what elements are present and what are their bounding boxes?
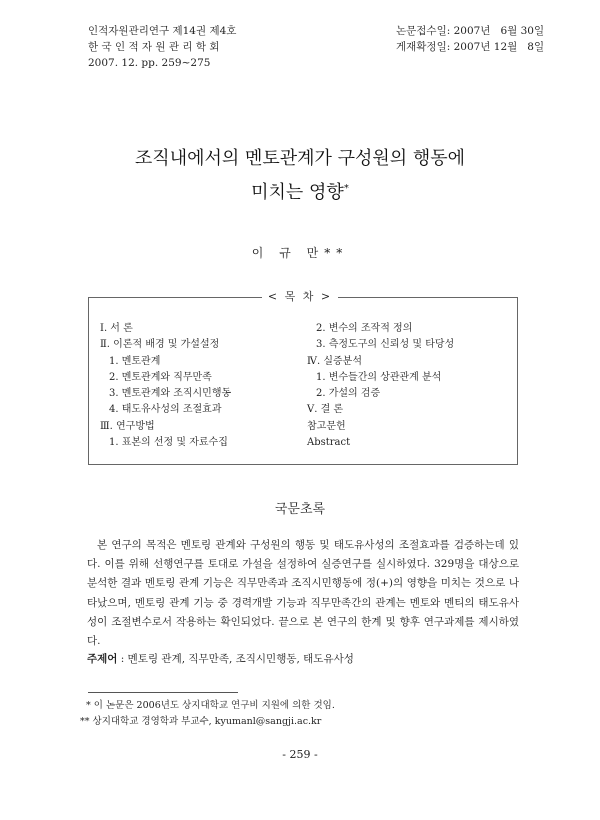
author-name: 이 규 만** [251,246,349,260]
toc-item: Ⅲ. 연구방법 [100,420,155,432]
abstract-body: 본 연구의 목적은 멘토링 관계와 구성원의 행동 및 태도유사성의 조절효과를 검증하는데 있다. 이를 위해 선행연구를 토대로 가설을 설정하여 실증연구를 실시하였다. 329명을 대상으로 분석한 결과 멘토링 관계 기능은 직무만족과 조직시민행동에 정(+)의 영향을 미치는 것으로 나타났으며, 멘토링 관계 기능 중 경력개발 기능과 직무만족간의 관계는 멘토와 멘티의 태도유사성이 조절변수로서 작용하는 확인되었다. 끝으로 본 연구의 한계 및 향후 연구과제를 제시하였다. [87,539,519,648]
footnotes [80,698,335,730]
issue-pages: 2007. 12. pp. 259∼275 [88,57,211,69]
toc-item: 1. 표본의 선정 및 자료수집 [109,437,228,449]
toc-heading [0,290,600,304]
toc-item: Ⅱ. 이론적 배경 및 가설설정 [100,339,220,351]
title-footnote-mark: * [343,183,349,194]
toc-left-column [100,321,231,451]
accepted-date: 게재확정일: 2007년 12월 8일 [396,41,545,53]
society-name: 한 국 인 적 자 원 관 리 학 회 [88,41,220,53]
page-number: - 259 - [282,748,318,761]
toc-item: 4. 태도유사성의 조절효과 [109,404,222,416]
toc-item: 참고문헌 [307,420,346,432]
title-line-1: 조직내에서의 멘토관계가 구성원의 행동에 [134,148,466,169]
keywords-label: 주제어 [87,653,118,665]
toc-item: 1. 멘토관계 [109,355,161,367]
paper-title [0,144,600,208]
toc-item: 1. 변수들간의 상관관계 분석 [316,371,442,383]
footnote-funding: * 이 논문은 2006년도 상지대학교 연구비 지원에 의한 것임. [80,700,335,711]
toc-item: Ⅳ. 실증분석 [307,355,362,367]
title-line-2-text: 미치는 영향 [251,182,344,203]
journal-info [88,23,236,71]
footnote-divider [88,692,238,693]
toc-item: Abstract [307,437,351,449]
toc-item: 3. 멘토관계와 조직시민행동 [109,388,232,400]
footnote-author-affiliation: ** 상지대학교 경영학과 부교수, kyumanl@sangji.ac.kr [80,716,322,727]
toc-item: 3. 측정도구의 신뢰성 및 타당성 [316,339,455,351]
abstract-heading: 국문초록 [274,502,326,517]
submission-info [396,23,544,55]
title-line-2 [0,174,600,208]
keywords [87,651,354,666]
toc-item: Ⅰ. 서 론 [100,323,133,334]
toc-heading-text: < 목 차 > [262,290,338,303]
toc-item: Ⅴ. 결 론 [307,404,344,416]
toc-item: 2. 변수의 조작적 정의 [316,323,413,334]
toc-item: 2. 가설의 검증 [316,388,381,400]
toc-right-column [307,321,454,451]
toc-item: 2. 멘토관계와 직무만족 [109,371,212,383]
keywords-separator: : [117,653,128,665]
journal-name: 인적자원관리연구 제14권 제4호 [88,25,237,37]
keywords-value: 멘토링 관계, 직무만족, 조직시민행동, 태도유사성 [127,653,354,665]
received-date: 논문접수일: 2007년 6월 30일 [396,25,545,37]
